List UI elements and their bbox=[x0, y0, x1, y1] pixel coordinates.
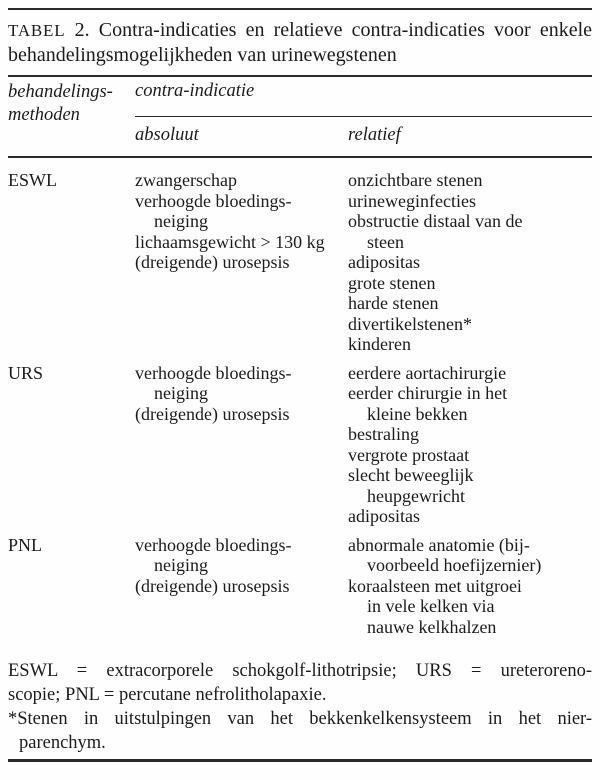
eswl-absolute-cell bbox=[135, 170, 348, 355]
table-title-line1 bbox=[8, 18, 592, 43]
column-header-methods-line2: methoden bbox=[8, 105, 80, 125]
cell-line: divertikelstenen* bbox=[348, 313, 472, 334]
column-header-relative: relatief bbox=[348, 125, 401, 145]
cell-line: grote stenen bbox=[348, 272, 436, 293]
asterisk-footnote-line2: parenchym. bbox=[19, 733, 106, 753]
asterisk-footnote-line1: *Stenen in uitstulpingen van het bekkenkelkensysteem in het nier- bbox=[8, 709, 592, 729]
method-label-eswl: ESWL bbox=[8, 170, 57, 190]
cell-line: adipositas bbox=[348, 506, 420, 526]
footnotes bbox=[8, 659, 592, 755]
cell-line: (dreigende) urosepsis bbox=[135, 575, 290, 596]
method-label-pnl: PNL bbox=[8, 534, 43, 555]
abbreviations-footnote-line1: ESWL = extracorporele schokgolf-lithotripsie; URS = ureteroreno- bbox=[8, 661, 592, 681]
header-separator-rule bbox=[8, 156, 592, 158]
cell-line: steen bbox=[367, 231, 404, 252]
table-header bbox=[8, 79, 592, 149]
column-header-methods bbox=[8, 79, 135, 149]
cell-line: urineweginfecties bbox=[348, 190, 476, 211]
top-rule bbox=[8, 8, 592, 10]
cell-line: abnormale anatomie (bij- bbox=[348, 534, 530, 555]
pnl-absolute-cell bbox=[135, 535, 348, 638]
cell-line: neiging bbox=[154, 211, 208, 231]
column-header-contra: contra-indicatie bbox=[135, 81, 255, 101]
cell-line: obstructie distaal van de bbox=[348, 211, 523, 231]
bottom-rule bbox=[8, 759, 592, 762]
method-label-urs: URS bbox=[8, 362, 44, 383]
cell-line: onzichtbare stenen bbox=[348, 170, 483, 190]
cell-line: harde stenen bbox=[348, 293, 439, 313]
table-label: TABEL bbox=[8, 21, 66, 40]
cell-line: verhoogde bloedings- bbox=[135, 534, 292, 555]
cell-line: eerdere aortachirurgie bbox=[348, 362, 507, 383]
cell-line: (dreigende) urosepsis bbox=[135, 403, 290, 424]
cell-line: slecht beweeglijk bbox=[348, 465, 474, 485]
cell-line: vergrote prostaat bbox=[348, 444, 470, 465]
cell-line: in vele kelken via bbox=[367, 596, 495, 616]
cell-line: lichaamsgewicht > 130 kg bbox=[135, 231, 325, 252]
table-body bbox=[8, 170, 592, 637]
cell-line: bestraling bbox=[348, 424, 419, 444]
table-row-pnl bbox=[8, 535, 592, 638]
cell-line: (dreigende) urosepsis bbox=[135, 252, 290, 272]
table-title bbox=[8, 18, 592, 68]
cell-line: heupgewricht bbox=[367, 485, 465, 506]
table-title-text: Contra-indicaties en relatieve contra-indicaties voor enkele bbox=[98, 19, 593, 41]
cell-line: eerder chirurgie in het bbox=[348, 383, 508, 403]
column-header-absolute: absoluut bbox=[135, 125, 199, 145]
column-header-contra-group bbox=[135, 79, 592, 149]
sub-headers bbox=[135, 117, 592, 149]
cell-line: kinderen bbox=[348, 334, 411, 354]
urs-absolute-cell bbox=[135, 363, 348, 527]
urs-relative-cell bbox=[348, 363, 592, 527]
table-title-line2: behandelingsmogelijkheden van urinewegstenen bbox=[8, 44, 397, 66]
cell-line: neiging bbox=[154, 555, 208, 575]
pnl-relative-cell bbox=[348, 535, 592, 638]
cell-line: neiging bbox=[154, 383, 208, 403]
cell-line: verhoogde bloedings- bbox=[135, 190, 292, 211]
abbreviations-footnote-line2: scopie; PNL = percutane nefrolitholapaxie. bbox=[8, 685, 327, 705]
eswl-relative-cell bbox=[348, 170, 592, 355]
table-row-urs bbox=[8, 363, 592, 527]
cell-line: voorbeeld hoefijzernier) bbox=[367, 555, 542, 575]
title-separator-rule bbox=[8, 75, 592, 77]
table-number: 2. bbox=[74, 19, 90, 41]
cell-line: adipositas bbox=[348, 252, 420, 272]
cell-line: koraalsteen met uitgroei bbox=[348, 575, 522, 596]
cell-line: zwangerschap bbox=[135, 170, 237, 190]
cell-line: nauwe kelkhalzen bbox=[367, 616, 497, 637]
cell-line: verhoogde bloedings- bbox=[135, 362, 292, 383]
cell-line: kleine bekken bbox=[367, 403, 468, 424]
column-header-methods-line1: behandelings- bbox=[8, 82, 113, 102]
table-row-eswl bbox=[8, 170, 592, 355]
